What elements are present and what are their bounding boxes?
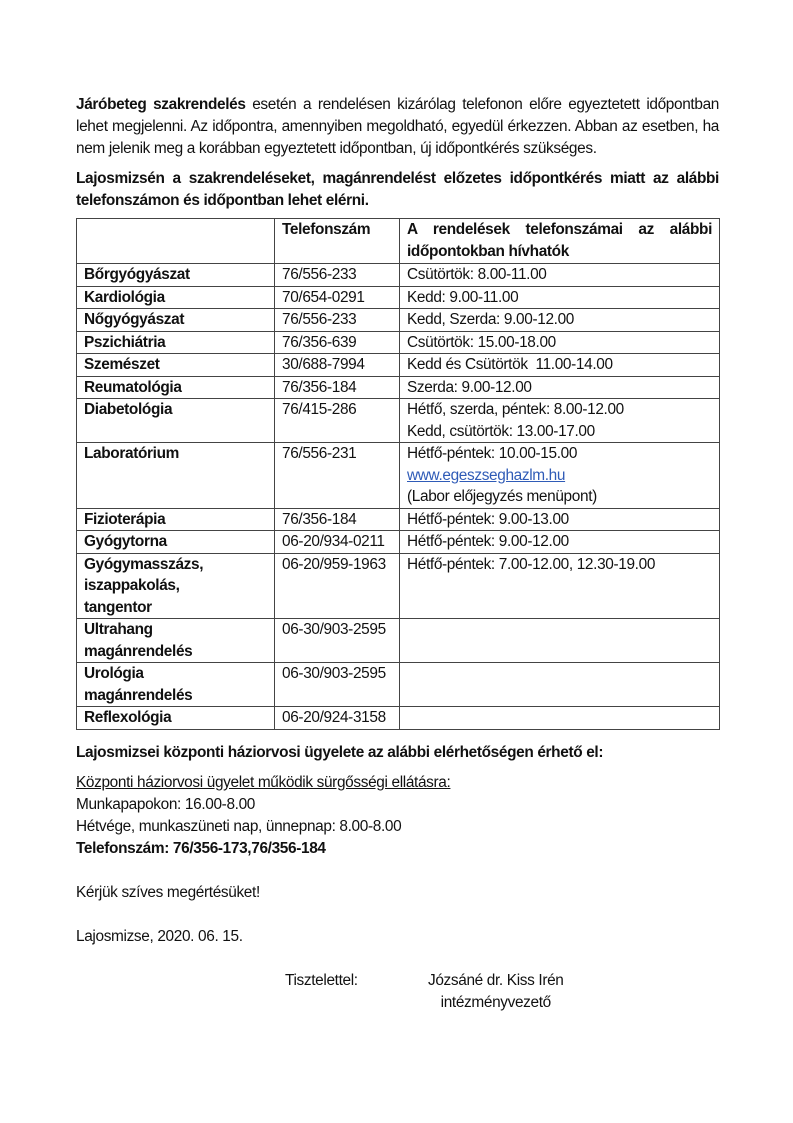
signer [428, 970, 564, 1014]
oncall-underlined: Központi háziorvosi ügyelet működik sürgősségi ellátásra: [76, 773, 451, 791]
clinic-name-line: Urológia [84, 665, 144, 682]
clinic-name [77, 553, 275, 619]
clinic-hours: Hétfő-péntek: 9.00-12.00 [400, 531, 720, 554]
clinic-hours: Kedd és Csütörtök 11.00-14.00 [400, 354, 720, 377]
clinic-phone: 76/415-286 [275, 399, 400, 443]
clinic-name: Reflexológia [77, 707, 275, 730]
clinic-name: Laboratórium [77, 443, 275, 509]
intro-paragraph [76, 94, 719, 160]
intro-text: esetén a rendelésen kizárólag telefonon előre egyeztetett időpontban lehet megjelenni. Az időpontra, amennyiben megoldható, egyedül érkezzen. Abban az esetben, ha nem jelenik meg a korábban egyeztetett időpontban, új időpontkérés szükséges. [76, 96, 719, 157]
place-date: Lajosmizse, 2020. 06. 15. [76, 927, 243, 945]
clinic-name-line: magánrendelés [84, 686, 193, 704]
regards-label: Tisztelettel: [285, 971, 358, 989]
clinic-name [77, 663, 275, 707]
clinic-hours: Szerda: 9.00-12.00 [400, 376, 720, 399]
oncall-phone: Telefonszám: 76/356-173,76/356-184 [76, 839, 326, 857]
table-row [77, 354, 720, 377]
header-hours: A rendelések telefonszámai az alábbi időpontokban hívhatók [400, 219, 720, 264]
table-row [77, 663, 720, 707]
clinic-name-line: tangentor [84, 598, 152, 616]
hours-line: Kedd, csütörtök: 13.00-17.00 [407, 422, 595, 440]
clinic-hours [400, 399, 720, 443]
clinic-phone: 76/356-184 [275, 508, 400, 531]
table-row [77, 619, 720, 663]
clinic-hours: Hétfő-péntek: 7.00-12.00, 12.30-19.00 [400, 553, 720, 619]
oncall-weekend: Hétvége, munkaszüneti nap, ünnepnap: 8.00-8.00 [76, 817, 402, 835]
clinic-hours: Csütörtök: 15.00-18.00 [400, 331, 720, 354]
clinic-name: Fizioterápia [77, 508, 275, 531]
clinic-schedule-table [76, 218, 720, 730]
clinic-phone: 06-20/959-1963 [275, 553, 400, 619]
table-row [77, 286, 720, 309]
clinic-name: Gyógytorna [77, 531, 275, 554]
table-row [77, 707, 720, 730]
table-header-row [77, 219, 720, 264]
signature-block [76, 970, 719, 1014]
header-empty [77, 219, 275, 264]
clinic-phone: 06-20/934-0211 [275, 531, 400, 554]
oncall-heading: Lajosmizsei központi háziorvosi ügyelete az alábbi elérhetőségen érhető el: [76, 743, 604, 761]
clinic-name: Kardiológia [77, 286, 275, 309]
thanks-text: Kérjük szíves megértésüket! [76, 883, 260, 901]
table-row [77, 508, 720, 531]
clinic-phone: 76/556-233 [275, 309, 400, 332]
clinic-hours: Csütörtök: 8.00-11.00 [400, 264, 720, 287]
clinic-name-line: iszappakolás, [84, 577, 180, 594]
clinic-hours [400, 663, 720, 707]
clinic-name: Nőgyógyászat [77, 309, 275, 332]
clinic-hours: Kedd, Szerda: 9.00-12.00 [400, 309, 720, 332]
header-phone: Telefonszám [275, 219, 400, 264]
table-row [77, 553, 720, 619]
clinic-name: Bőrgyógyászat [77, 264, 275, 287]
clinic-phone: 76/556-231 [275, 443, 400, 509]
clinic-name-line: Ultrahang [84, 621, 153, 638]
clinic-hours [400, 707, 720, 730]
clinic-phone: 76/356-184 [275, 376, 400, 399]
table-row [77, 309, 720, 332]
subheading: Lajosmizsén a szakrendeléseket, magánrendelést előzetes időpontkérés miatt az alábbi telefonszámon és időpontban lehet elérni. [76, 170, 719, 209]
hours-line: Hétfő, szerda, péntek: 8.00-12.00 [407, 401, 624, 418]
clinic-phone: 06-30/903-2595 [275, 619, 400, 663]
clinic-hours: Kedd: 9.00-11.00 [400, 286, 720, 309]
oncall-weekdays: Munkapapokon: 16.00-8.00 [76, 795, 255, 813]
lab-booking-note: (Labor előjegyzés menüpont) [407, 488, 597, 505]
clinic-phone: 76/556-233 [275, 264, 400, 287]
clinic-phone: 06-20/924-3158 [275, 707, 400, 730]
table-row [77, 376, 720, 399]
clinic-name-line: magánrendelés [84, 642, 193, 660]
table-row [77, 331, 720, 354]
table-row [77, 531, 720, 554]
clinic-name: Szemészet [77, 354, 275, 377]
clinic-hours [400, 443, 720, 509]
signer-name: Józsáné dr. Kiss Irén [428, 971, 564, 989]
intro-bold-lead: Járóbeteg szakrendelés [76, 96, 246, 113]
clinic-name: Diabetológia [77, 399, 275, 443]
clinic-name-line: Gyógymasszázs, [84, 555, 204, 573]
clinic-phone: 06-30/903-2595 [275, 663, 400, 707]
lab-website-link[interactable]: www.egeszseghazlm.hu [407, 466, 566, 484]
hours-line: Hétfő-péntek: 10.00-15.00 [407, 445, 578, 462]
table-row [77, 399, 720, 443]
signer-title: intézményvezető [440, 993, 551, 1011]
document-page [76, 94, 719, 1014]
clinic-name: Pszichiátria [77, 331, 275, 354]
table-row [77, 264, 720, 287]
table-row [77, 443, 720, 509]
clinic-phone: 76/356-639 [275, 331, 400, 354]
clinic-phone: 70/654-0291 [275, 286, 400, 309]
clinic-name: Reumatológia [77, 376, 275, 399]
clinic-phone: 30/688-7994 [275, 354, 400, 377]
clinic-hours: Hétfő-péntek: 9.00-13.00 [400, 508, 720, 531]
clinic-name [77, 619, 275, 663]
clinic-hours [400, 619, 720, 663]
